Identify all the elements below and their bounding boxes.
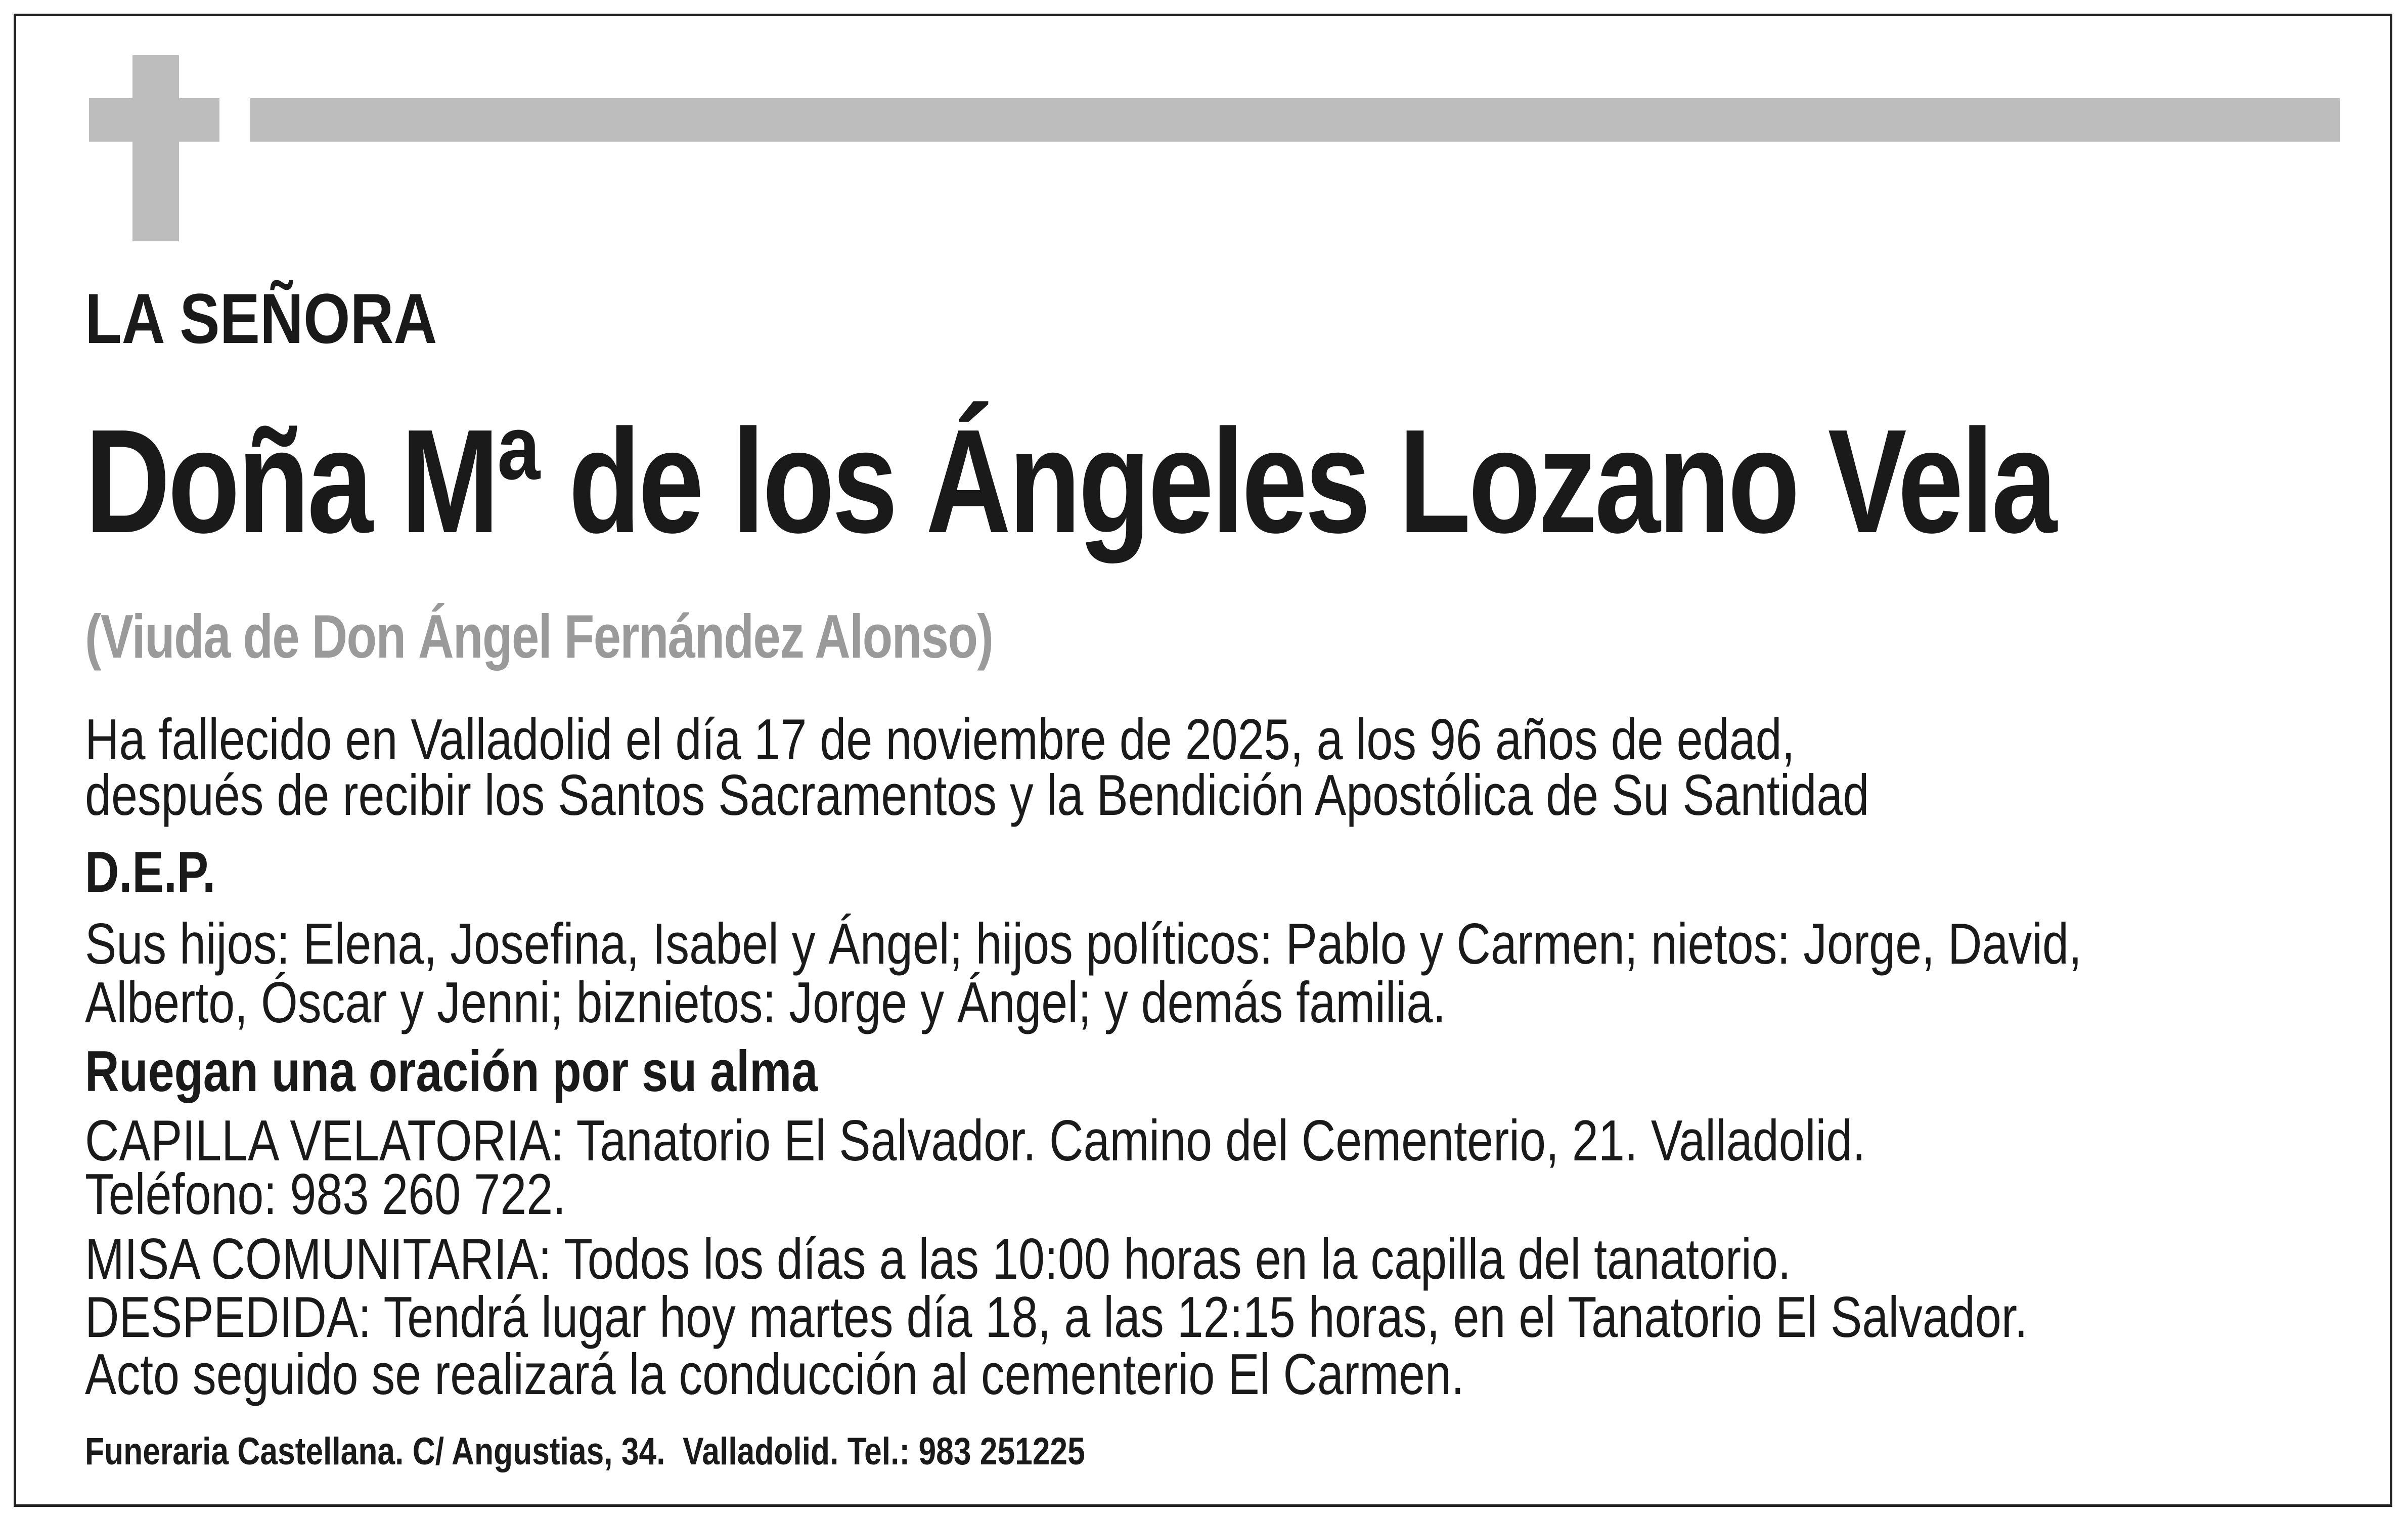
detail-line: MISA COMUNITARIA: Todos los días a las 10:00 horas en la capilla del tanatorio. bbox=[85, 1227, 1791, 1291]
deceased-name: Doña Mª de los Ángeles Lozano Vela bbox=[85, 399, 2055, 564]
honorific-label: LA SEÑORA bbox=[85, 279, 437, 358]
prayer-request: Ruegan una oración por su alma bbox=[85, 1039, 818, 1104]
detail-line: Acto seguido se realizará la conducción al cementerio El Carmen. bbox=[85, 1342, 1464, 1407]
widow-subtitle: (Viuda de Don Ángel Fernández Alonso) bbox=[85, 602, 993, 671]
detail-line: DESPEDIDA: Tendrá lugar hoy martes día 18, a las 12:15 horas, en el Tanatorio El Salvador. bbox=[85, 1285, 2028, 1350]
detail-line: CAPILLA VELATORIA: Tanatorio El Salvador. Camino del Cementerio, 21. Valladolid. bbox=[85, 1109, 1866, 1173]
family-line: Sus hijos: Elena, Josefina, Isabel y Ángel; hijos políticos: Pablo y Carmen; nietos: Jorge, David, bbox=[85, 912, 2082, 976]
header-divider bbox=[250, 98, 2340, 142]
death-line: Ha fallecido en Valladolid el día 17 de noviembre de 2025, a los 96 años de edad, bbox=[85, 708, 1795, 772]
dep-label: D.E.P. bbox=[85, 840, 216, 904]
funeral-home-footer: Funeraria Castellana. C/ Angustias, 34. Valladolid. Tel.: 983 251225 bbox=[85, 1430, 1085, 1473]
detail-line: Teléfono: 983 260 722. bbox=[85, 1162, 566, 1227]
family-line: Alberto, Óscar y Jenni; biznietos: Jorge y Ángel; y demás familia. bbox=[85, 971, 1446, 1035]
death-line: después de recibir los Santos Sacramentos y la Bendición Apostólica de Su Santidad bbox=[85, 763, 1869, 828]
